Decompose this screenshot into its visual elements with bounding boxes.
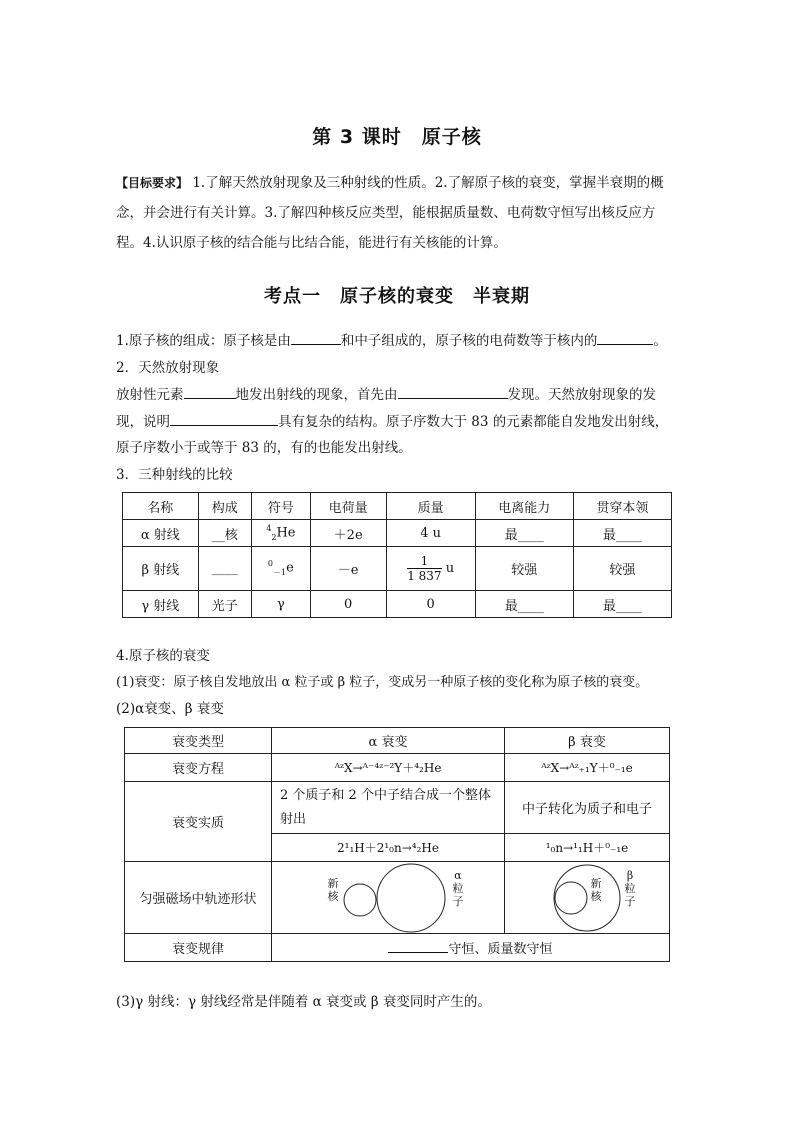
table-row [123, 591, 672, 618]
gamma-name: γ 射线 [123, 591, 199, 618]
alpha-essence: 2 个质子和 2 个中子结合成一个整体射出 [272, 782, 505, 834]
radiation-text: 放射性元素 [116, 387, 184, 403]
alpha-composition: __核 [198, 520, 251, 547]
rule-cell [272, 934, 670, 962]
mass-unit: u [445, 561, 455, 576]
comparison-heading: 3．三种射线的比较 [116, 467, 233, 483]
new-nucleus-label: 新核 [327, 876, 339, 903]
alpha-mass: 4 u [386, 520, 475, 547]
beta-penetration: 较强 [573, 547, 671, 591]
radiation-line-2 [116, 411, 668, 432]
blank [388, 938, 448, 953]
radiation-text: 发现。天然放射现象的发 [507, 387, 656, 403]
track-label: 匀强磁场中轨迹形状 [125, 862, 272, 934]
new-nucleus-circle [555, 882, 587, 914]
table-row [123, 520, 672, 547]
table-row [125, 754, 670, 782]
gamma-ionization: 最____ [475, 591, 573, 618]
gamma-mass: 0 [386, 591, 475, 618]
goal-label: 【目标要求】 [116, 176, 189, 190]
new-nucleus-circle [344, 884, 376, 916]
beta-essence: 中子转化为质子和电子 [505, 782, 670, 834]
blank [291, 330, 341, 345]
page-title: 第 3 课时 原子核 [312, 126, 482, 148]
decay-types-heading: (2)α衰变、β 衰变 [116, 701, 224, 717]
fraction-denominator: 1 837 [407, 569, 442, 583]
radiation-heading: 2．天然放射现象 [116, 360, 220, 376]
alpha-name: α 射线 [123, 520, 199, 547]
beta-symbol-charge: －1 [273, 567, 287, 577]
alpha-symbol-letters: He [276, 525, 296, 541]
beta-track-diagram [507, 863, 667, 933]
table-row [125, 934, 670, 962]
goal-text: 1.了解天然放射现象及三种射线的性质。2.了解原子核的衰变，掌握半衰期的概念，并会进行有关计算。3.了解四种核反应类型，能根据质量数、电荷数守恒写出核反应方程。4.认识原子核的结合能与比结合能，能进行有关核能的计算。 [116, 175, 664, 251]
table-row [125, 862, 670, 934]
beta-mass [386, 547, 475, 591]
essence-label: 衰变实质 [125, 782, 272, 862]
gamma-note: (3)γ 射线：γ 射线经常是伴随着 α 衰变或 β 衰变同时产生的。 [116, 994, 491, 1010]
blank [170, 411, 278, 426]
header-cell: 电荷量 [310, 493, 386, 520]
table-row [123, 547, 672, 591]
goal-paragraph [116, 168, 682, 258]
alpha-penetration: 最____ [573, 520, 671, 547]
radiation-line-3: 原子序数小于或等于 83 的，有的也能发出射线。 [116, 440, 412, 456]
ray-comparison-table [122, 492, 672, 618]
alpha-symbol-charge: 2 [271, 532, 277, 542]
beta-track-svg [507, 863, 667, 933]
fraction-numerator: 1 [407, 554, 441, 569]
radiation-text: 地发出射线的现象，首先由 [235, 387, 398, 403]
beta-ionization: 较强 [475, 547, 573, 591]
header-cell: α 衰变 [272, 728, 505, 754]
equation-label: 衰变方程 [125, 754, 272, 782]
beta-symbol-letters: e [286, 560, 294, 576]
new-nucleus-label: 新核 [590, 876, 602, 903]
decay-table [124, 727, 670, 962]
rule-text: 守恒、质量数守恒 [448, 942, 553, 957]
section-title: 考点一 原子核的衰变 半衰期 [264, 286, 530, 307]
alpha-particle-label: α粒子 [452, 868, 464, 908]
alpha-particle-circle [377, 864, 445, 932]
table-row [125, 782, 670, 834]
decay-heading: 4.原子核的衰变 [116, 648, 210, 664]
radiation-text: 具有复杂的结构。原子序数大于 83 的元素都能自发地发出射线， [278, 414, 669, 430]
beta-composition: ____ [198, 547, 251, 591]
table-header-row [125, 728, 670, 754]
alpha-equation: ᴬᶻX→ᴬ⁻⁴ᶻ⁻²Y＋⁴₂He [272, 754, 505, 782]
beta-symbol-mass: 0 [267, 559, 273, 569]
alpha-track-svg [274, 863, 502, 933]
rule-label: 衰变规律 [125, 934, 272, 962]
beta-name: β 射线 [123, 547, 199, 591]
radiation-text: 现，说明 [116, 414, 170, 430]
decay-definition: (1)衰变：原子核自发地放出 α 粒子或 β 粒子，变成另一种原子核的变化称为原子核的衰变。 [116, 675, 649, 690]
header-cell: 电离能力 [475, 493, 573, 520]
composition-text-b: 和中子组成的，原子核的电荷数等于核内的 [340, 333, 598, 349]
blank [184, 384, 236, 399]
gamma-charge: 0 [310, 591, 386, 618]
gamma-composition: 光子 [198, 591, 251, 618]
table-header-row [123, 493, 672, 520]
alpha-symbol-mass: 4 [266, 524, 272, 534]
alpha-track-cell [272, 862, 505, 934]
composition-line [116, 330, 667, 351]
header-cell: 名称 [123, 493, 199, 520]
beta-symbol [251, 547, 310, 591]
gamma-penetration: 最____ [573, 591, 671, 618]
beta-track-cell [505, 862, 670, 934]
beta-reaction: ¹₀n→¹₁H＋⁰₋₁e [505, 834, 670, 862]
alpha-charge: ＋2e [310, 520, 386, 547]
header-cell: 符号 [251, 493, 310, 520]
alpha-symbol [251, 520, 310, 547]
header-cell: 质量 [386, 493, 475, 520]
mass-fraction [407, 554, 441, 583]
alpha-ionization: 最____ [475, 520, 573, 547]
header-cell: 贯穿本领 [573, 493, 671, 520]
beta-charge: －e [310, 547, 386, 591]
alpha-reaction: 2¹₁H＋2¹₀n→⁴₂He [272, 834, 505, 862]
beta-equation: ᴬᶻX→ᴬᶻ₊₁Y＋⁰₋₁e [505, 754, 670, 782]
beta-particle-label: β粒子 [624, 868, 636, 908]
header-cell: 构成 [198, 493, 251, 520]
composition-text-c: 。 [653, 333, 667, 349]
gamma-symbol: γ [251, 591, 310, 618]
header-cell: β 衰变 [505, 728, 670, 754]
header-cell: 衰变类型 [125, 728, 272, 754]
composition-text-a: 1.原子核的组成：原子核是由 [116, 333, 291, 349]
blank [398, 384, 508, 399]
alpha-track-diagram [274, 863, 502, 933]
radiation-line-1 [116, 384, 656, 405]
blank [597, 330, 653, 345]
